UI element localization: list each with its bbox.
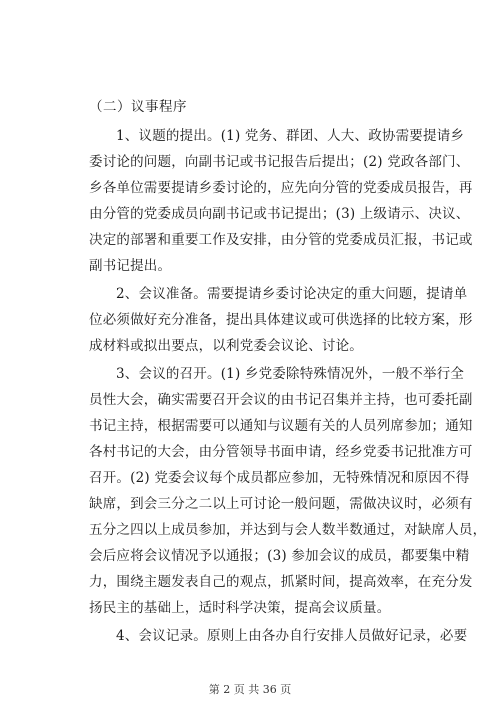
text-line: 2、会议准备。需要提请乡委讨论决定的重大问题，提请单 (116, 286, 468, 302)
text-line: 扬民主的基础上，适时科学决策，提高会议质量。 (89, 600, 391, 616)
paragraph-3 (62, 361, 487, 621)
text-line: 由分管的党委成员向副书记或书记提出；(3) 上级请示、决议、 (89, 206, 470, 222)
text-line: 成材料或拟出要点，以利党委会议论、讨论。 (89, 338, 363, 354)
text-line: 各村书记的大会，由分管领导书面申请，经乡党委书记批准方可 (89, 444, 473, 460)
text-line: 4、会议记录。原则上由各办自行安排人员做好记录，必要 (116, 628, 468, 644)
text-line: 书记主持，根据需要可以通知与议题有关的人员列席参加；通知 (89, 418, 473, 434)
text-line: 副书记提出。 (89, 258, 172, 274)
text-line: 召开。(2) 党委会议每个成员都应参加，无特殊情况和原因不得 (89, 470, 470, 486)
page-footer: 第 2 页 共 36 页 (208, 683, 292, 696)
text-line: 乡各单位需要提请乡委讨论的，应先向分管的党委成员报告，再 (89, 180, 473, 196)
text-line: 员性大会，确实需要召开会议的由书记召集并主持，也可委托副 (89, 392, 473, 408)
text-line: 会后应将会议情况予以通报；(3) 参加会议的成员，都要集中精 (89, 548, 470, 564)
text-line: 缺席，到会三分之二以上可讨论一般问题，需做决议时，必须有 (89, 496, 473, 512)
paragraph-2 (62, 281, 473, 359)
text-line: 力，围绕主题发表自己的观点，抓紧时间，提高效率，在充分发 (89, 574, 473, 590)
section-heading: （二）议事程序 (89, 99, 187, 115)
text-line: 委讨论的问题，向副书记或书记报告后提出；(2) 党政各部门、 (89, 154, 470, 170)
text-line: 决定的部署和重要工作及安排，由分管的党委成员汇报，书记或 (89, 232, 473, 248)
text-line: 1、议题的提出。(1) 党务、群团、人大、政协需要提请乡 (116, 128, 465, 144)
paragraph-4 (62, 623, 468, 649)
document-body (62, 93, 487, 651)
text-line: 位必须做好充分准备，提出具体建议或可供选择的比较方案，形 (89, 312, 473, 328)
paragraph-1 (62, 123, 473, 279)
text-line: 五分之四以上成员参加，并达到与会人数半数通过，对缺席人员， (89, 522, 487, 538)
text-line: 3、会议的召开。(1) 乡党委除特殊情况外，一般不举行全 (116, 366, 465, 382)
